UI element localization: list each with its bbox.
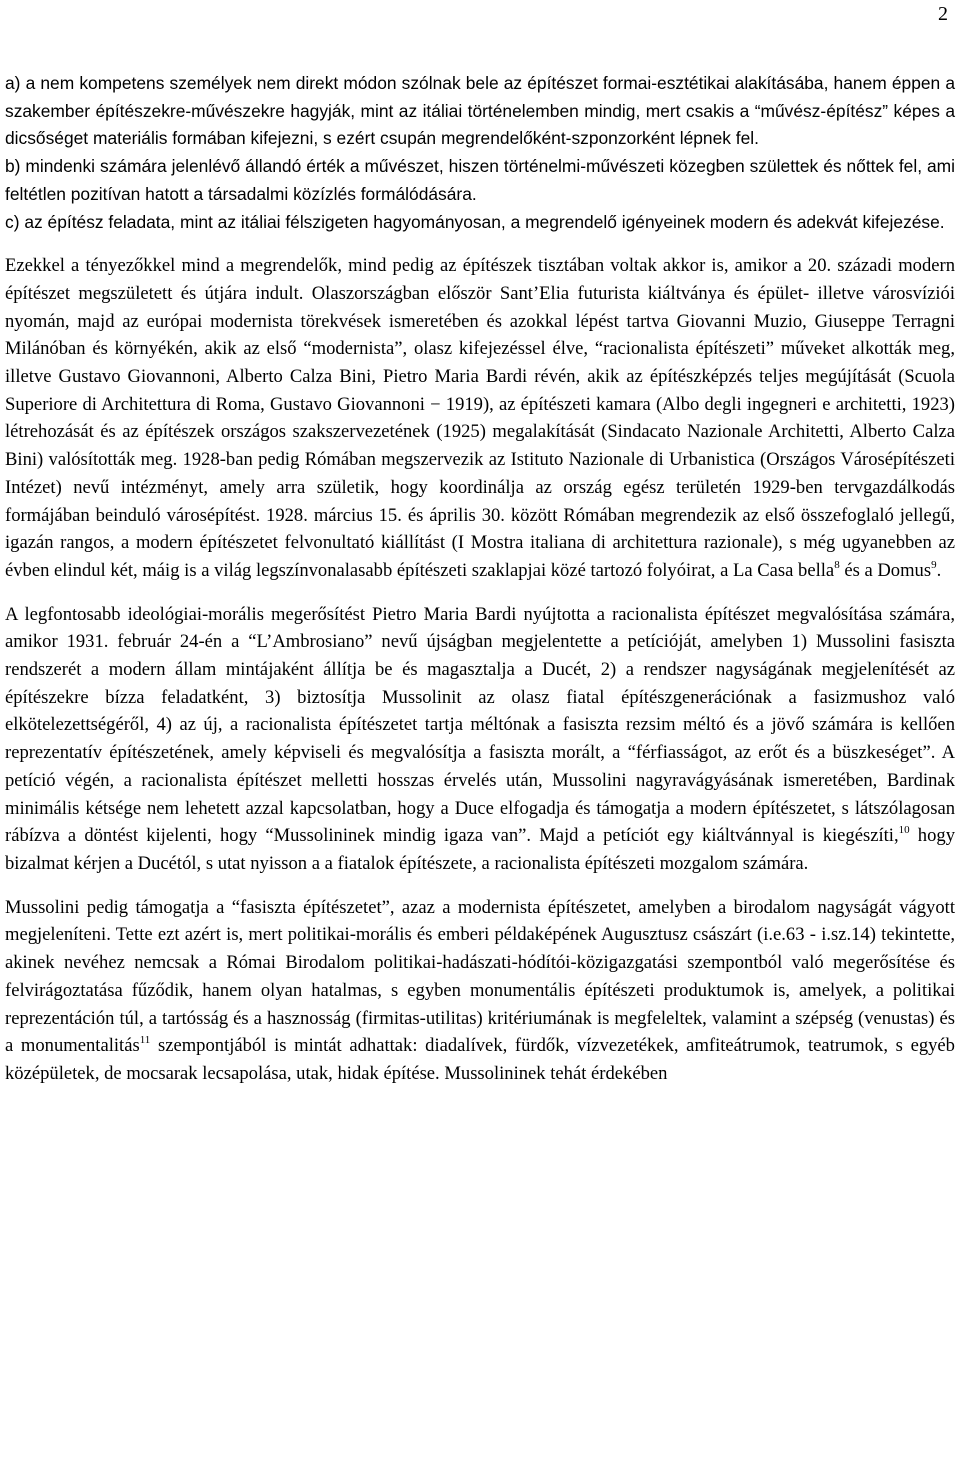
paragraph-text-part: szempontjából is mintát adhattak: diadalívek, fürdők, vízvezetékek, amfiteátrumok, teatrumok, s egyéb középületek, de mocsarak lecsapolása, utak, hidak építése. Mussolininek tehát érdekében [5, 1035, 955, 1084]
footnote-ref-11[interactable]: 11 [139, 1034, 151, 1047]
paragraph-text-part: A legfontosabb ideológiai-morális megerősítést Pietro Maria Bardi nyújtotta a racionalista építészet megvalósítása számára, amikor 1931. február 24-én a “L’Ambrosiano” nevű újságban megjelentette a petícióját, amelyben 1) Mussolini fasiszta rendszerét a modern állam mintájaként állítja be és magasztalja a Ducét, 2) a rendszer nagyságának megjelenítését az építészekre bízza feladatként, 3) biztosítja Mussolinit az olasz fiatal építészgenerációnak a fasizmushoz való elkötelezettségéről, 4) az új, a racionalista építészetet tartja méltónak a fasiszta rezsim méltó és a jövő számára is kellően reprezentatív építészetének, amely képviseli és megvalósítja a fasiszta morált, a “férfiasságot, az erőt és a büszkeséget”. A petíció végén, a racionalista építészet melletti hosszas érvelés után, Mussolini nagyravágyásának ismeretében, Bardinak minimális kétsége nem lehetett azzal kapcsolatban, hogy a Duce elfogadja és támogatja a modern építészetet, s látszólagosan rábízva a döntést kijelenti, hogy “Mussolininek mindig igaza van”. Majd a petíciót egy kiáltvánnyal is kiegészíti, [5, 603, 955, 847]
paragraph-text-part: hogy bizalmat kérjen a Ducétól, s utat nyisson a a fiatalok építészete, a racionalista építészeti mozgalom számára. [5, 825, 955, 874]
paragraph-gap [5, 585, 955, 601]
paragraph-gap [5, 878, 955, 894]
paragraph-text-part: és a Domus [839, 559, 932, 581]
paragraph-text-part: Mussolini pedig támogatja a “fasiszta építészetet”, azaz a modernista építészetet, amelyben a birodalom nagyságát vágyott megjeleníteni. Tette ezt azért is, mert politikai-morális és emberi példaképének Augusztusz császárt (i.e.63 - i.sz.14) tekintette, akinek nevéhez nemcsak a Római Birodalom politikai-hadászati-hódítói-közigazgatási szempontból való megerősítése és felvirágoztatása fűződik, hanem olyan hatalmas, s egyben monumentális építészeti produktumok is, amelyek, a politikai reprezentáción túl, a tartósság és a hasznosság (firmitas-utilitas) kritériumának is megfeleltek, valamint a szépség (venustas) és a monumentalitás [5, 896, 955, 1057]
footnote-ref-10[interactable]: 10 [898, 824, 910, 837]
list-item-c: c) az építész feladata, mint az itáliai félszigeten hagyományosan, a megrendelő igényeinek modern és adekvát kifejezése. [5, 211, 945, 232]
page-number: 2 [938, 3, 948, 25]
footnote-ref-8[interactable]: 8 [834, 558, 840, 571]
paragraph-text [5, 601, 955, 878]
document-body [5, 70, 955, 1088]
paragraph-bardi-petition [5, 601, 955, 878]
paragraph-text [5, 252, 955, 584]
criteria-list [5, 70, 955, 236]
paragraph-modern-architecture [5, 252, 955, 584]
paragraph-text-part: Ezekkel a tényezőkkel mind a megrendelők, mind pedig az építészek tisztában voltak akkor is, amikor a 20. századi modern építészet megszületett és útjára indult. Olaszországban először Sant’Elia futurista kiáltványa és épület- illetve városvíziói nyomán, majd az európai modernista törekvések ismeretében és azokkal lépést tartva Giovanni Muzio, Giuseppe Terragni Milánóban és környékén, akik az első “modernista”, olasz kifejezéssel élve, “racionalista építészeti” műveket alkották meg, illetve Gustavo Giovannoni, Alberto Calza Bini, Pietro Maria Bardi révén, akik az építészképzés teljes megújítását (Scuola Superiore di Architettura di Roma, Gustavo Giovannoni − 1919), az építészeti kamara (Albo degli ingegneri e architetti, 1923) létrehozását és az építészek országos szakszervezetének (1925) megalakítását (Sindacato Nazionale Architetti, Alberto Calza Bini) valósították meg. 1928-ban pedig Rómában megszervezik az Istituto Nazionale di Urbanistica (Országos Városépítészeti Intézet) nevű intézményt, amely arra születik, hogy koordinálja az ország egész területén 1929-ben tervgazdálkodás formájában beinduló városépítést. 1928. március 15. és április 30. között Rómában megrendezik az első összefoglaló jellegű, igazán rangos, a modern építészetet felvonultató kiállítást (I Mostra italiana di architettura razionale), s még ugyanebben az évben elindul két, máig is a világ legszínvonalasabb építészeti szaklapjai közé tartozó folyóirat, a La Casa bella [5, 255, 955, 581]
paragraph-mussolini-support [5, 894, 955, 1088]
list-item-b: b) mindenki számára jelenlévő állandó érték a művészet, hiszen történelmi-művészeti közegben születtek és nőttek fel, ami feltétlen pozitívan hatott a társadalmi közízlés formálódására. [5, 156, 955, 204]
paragraph-text-part: . [936, 559, 942, 581]
paragraph-gap [5, 236, 955, 252]
footnote-ref-9[interactable]: 9 [931, 558, 937, 571]
paragraph-text [5, 894, 955, 1088]
list-item-a: a) a nem kompetens személyek nem direkt módon szólnak bele az építészet formai-esztétikai alakításába, hanem éppen a szakember építészekre-művészekre hagyják, mint az itáliai történelemben mindig, mert csakis a “művész-építész” képes a dicsőséget materiális formában kifejezni, s ezért csupán megrendelőként-szponzorként lépnek fel. [5, 73, 955, 149]
